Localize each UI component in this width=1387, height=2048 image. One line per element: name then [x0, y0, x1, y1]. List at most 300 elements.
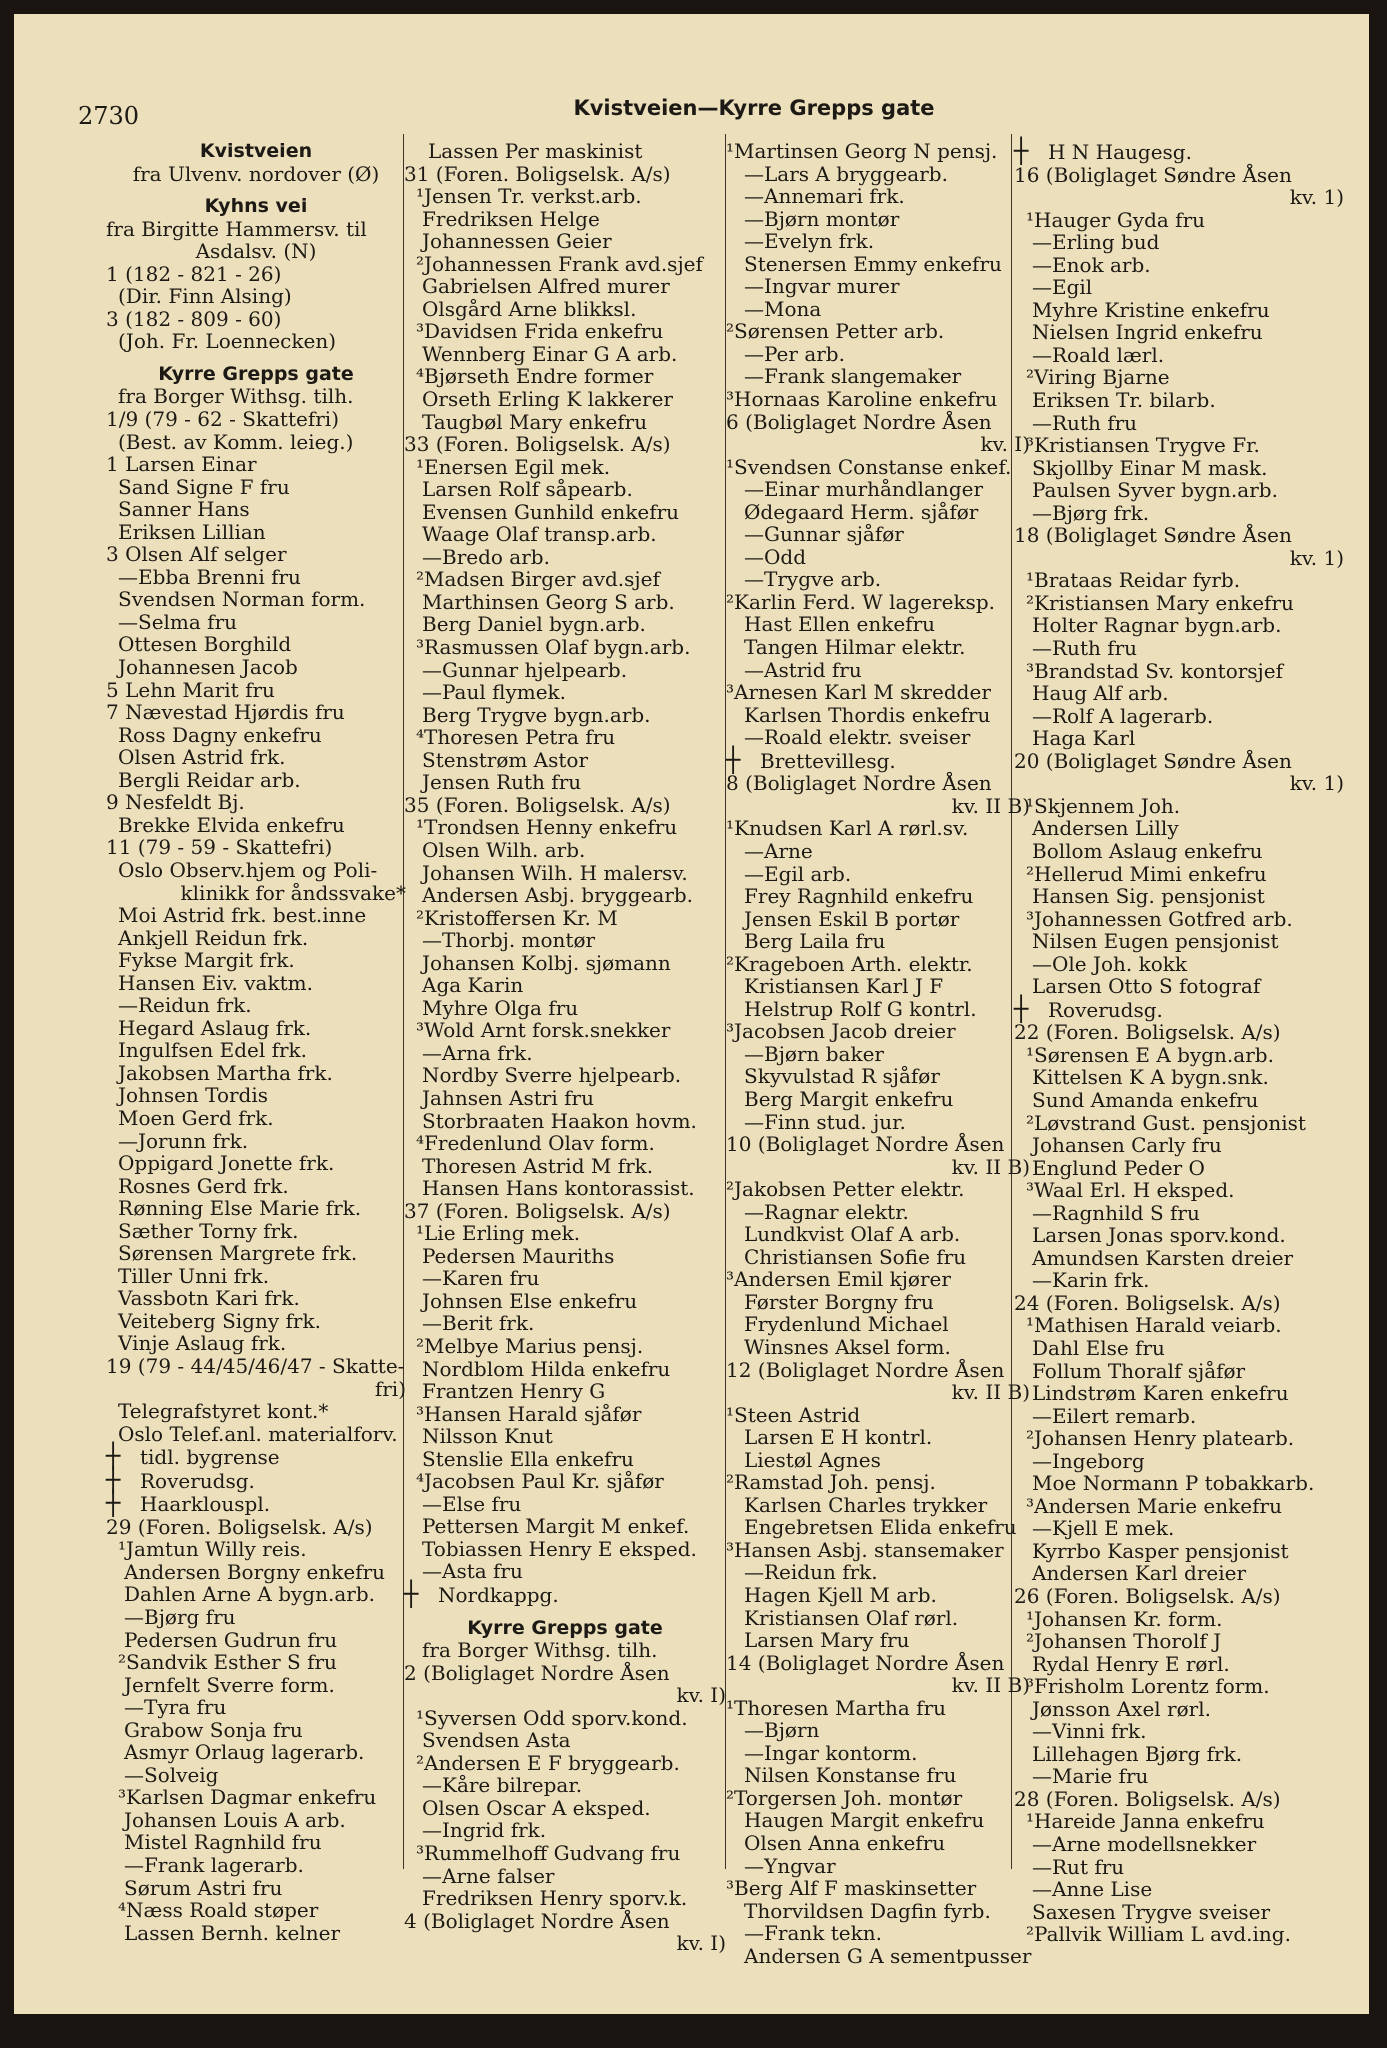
directory-entry: Haug Alf arb. — [1032, 681, 1169, 706]
directory-entry: Jahnsen Astri fru — [422, 1085, 594, 1110]
directory-entry: 11 (79 - 59 - Skattefri) — [106, 835, 333, 860]
directory-entry: Christiansen Sofie fru — [744, 1244, 967, 1269]
directory-entry: ²Pallvik William L avd.ing. — [1026, 1922, 1291, 1947]
directory-entry: —Arne falser — [422, 1863, 555, 1888]
directory-entry: Helstrup Rolf G kontrl. — [744, 996, 977, 1021]
directory-entry: —Anne Lise — [1032, 1877, 1153, 1902]
directory-entry: ³Arnesen Karl M skredder — [726, 680, 991, 705]
directory-entry: —Ingrid frk. — [422, 1818, 547, 1843]
directory-entry: ²Melbye Marius pensj. — [416, 1333, 644, 1358]
directory-entry: —Kåre bilrepar. — [422, 1773, 583, 1798]
street-heading: Kyhns vei — [204, 195, 308, 218]
directory-entry: —Ingvar murer — [744, 274, 900, 299]
directory-entry: 28 (Foren. Boligselsk. A/s) — [1014, 1786, 1281, 1811]
directory-entry: Skjollby Einar M mask. — [1032, 455, 1268, 480]
directory-entry: Oslo Telef.anl. materialforv. — [118, 1421, 398, 1446]
crossing-street-name: Roverudsg. — [1048, 997, 1163, 1022]
directory-entry: Førster Borgny fru — [744, 1289, 934, 1314]
directory-entry: Mistel Ragnhild fru — [124, 1830, 322, 1855]
directory-entry: 3 Olsen Alf selger — [106, 542, 287, 567]
directory-entry: ¹Brataas Reidar fyrb. — [1026, 568, 1241, 593]
directory-entry: Sæther Torny frk. — [118, 1218, 299, 1243]
directory-entry: Paulsen Syver bygn.arb. — [1032, 478, 1278, 503]
directory-entry: Taugbøl Mary enkefru — [422, 409, 648, 434]
directory-entry: kv. II B) — [951, 1154, 1030, 1179]
directory-entry: Sanner Hans — [118, 497, 250, 522]
crossing-mark-icon: ┼ — [1014, 137, 1029, 165]
directory-entry: 20 (Boliglaget Søndre Åsen — [1014, 748, 1292, 773]
crossing-street-name: Brettevillesg. — [760, 748, 896, 773]
directory-entry: ³Kristiansen Trygve Fr. — [1026, 433, 1260, 458]
directory-entry: Ottesen Borghild — [118, 632, 292, 657]
directory-entry: Haga Karl — [1032, 726, 1136, 751]
directory-entry: Larsen Jonas sporv.kond. — [1032, 1223, 1286, 1248]
directory-entry: Fykse Margit frk. — [118, 948, 295, 973]
directory-entry: Hagen Kjell M arb. — [744, 1583, 937, 1607]
directory-entry: Kristiansen Olaf rørl. — [744, 1605, 959, 1630]
page-number: 2730 — [78, 102, 140, 130]
directory-entry: 2 (Boliglaget Nordre Åsen — [404, 1660, 670, 1685]
directory-entry: ²Johansen Thorolf J — [1026, 1629, 1222, 1654]
directory-entry: Jønsson Axel rørl. — [1032, 1696, 1211, 1721]
directory-entry: Tobiassen Henry E eksped. — [422, 1536, 697, 1561]
directory-entry: kv. 1) — [1289, 545, 1344, 570]
directory-entry: Veiteberg Signy frk. — [118, 1308, 321, 1333]
directory-entry: —Asta fru — [422, 1559, 523, 1584]
directory-entry: kv. I) — [676, 1683, 726, 1708]
directory-entry: Berg Margit enkefru — [744, 1086, 954, 1111]
directory-entry: Nilsen Konstanse fru — [744, 1763, 957, 1788]
directory-entry: Lillehagen Bjørg frk. — [1032, 1741, 1243, 1766]
directory-entry: —Selma fru — [118, 609, 238, 634]
directory-entry: ³Rasmussen Olaf bygn.arb. — [416, 635, 691, 660]
directory-entry: ²Sandvik Esther S fru — [118, 1650, 337, 1675]
directory-entry: ³Frisholm Lorentz form. — [1026, 1674, 1270, 1699]
directory-entry: ¹Svendsen Constanse enkef. — [726, 454, 1012, 479]
directory-entry: —Frank slangemaker — [744, 364, 962, 389]
directory-entry: Jakobsen Martha frk. — [118, 1060, 333, 1085]
directory-entry: Kyrrbo Kasper pensjonist — [1032, 1538, 1289, 1563]
directory-entry: ³Berg Alf F maskinsetter — [726, 1876, 977, 1901]
directory-entry: —Bjørn baker — [744, 1041, 884, 1066]
directory-entry: 29 (Foren. Boligselsk. A/s) — [106, 1514, 373, 1539]
street-crossing — [1014, 137, 1344, 165]
directory-entry: ³Brandstad Sv. kontorsjef — [1026, 658, 1283, 683]
directory-entry: —Solveig — [124, 1762, 219, 1787]
directory-entry: ²Viring Bjarne — [1026, 365, 1170, 390]
directory-entry: ³Rummelhoff Gudvang fru — [416, 1841, 681, 1866]
directory-entry: —Bjørn — [744, 1718, 820, 1743]
directory-entry: Aga Karin — [422, 973, 524, 998]
directory-entry: Andersen Karl dreier — [1032, 1561, 1247, 1586]
street-heading: Kyrre Grepps gate — [158, 362, 354, 385]
directory-entry: Brekke Elvida enkefru — [118, 812, 345, 837]
directory-column-2 — [404, 140, 726, 1955]
directory-entry: —Berit frk. — [422, 1311, 535, 1336]
directory-entry: Olsgård Arne blikksl. — [422, 296, 637, 321]
directory-entry: Moi Astrid frk. best.inne — [118, 903, 367, 928]
directory-entry: —Roald lærl. — [1032, 342, 1165, 367]
directory-entry: —Erling bud — [1032, 230, 1160, 255]
directory-entry: ¹Jensen Tr. verkst.arb. — [416, 184, 642, 209]
directory-entry: Orseth Erling K lakkerer — [422, 387, 673, 412]
crossing-mark-icon: ┼ — [726, 745, 741, 774]
directory-entry: Lassen Bernh. kelner — [124, 1920, 341, 1945]
directory-entry: —Rut fru — [1032, 1854, 1125, 1879]
directory-entry: 12 (Boliglaget Nordre Åsen — [726, 1357, 1005, 1382]
directory-entry: Myhre Kristine enkefru — [1032, 297, 1270, 322]
directory-entry: (Joh. Fr. Loennecken) — [118, 329, 337, 354]
directory-entry: ¹Steen Astrid — [726, 1402, 861, 1427]
directory-page — [14, 14, 1369, 2014]
directory-entry: Johansen Carly fru — [1032, 1133, 1222, 1158]
directory-entry: Hansen Eiv. vaktm. — [118, 970, 313, 995]
directory-entry: Hegard Aslaug frk. — [118, 1015, 312, 1040]
directory-entry: Jernfelt Sverre form. — [124, 1672, 335, 1697]
directory-entry: Ankjell Reidun frk. — [118, 925, 309, 950]
directory-entry: 5 Lehn Marit fru — [106, 677, 275, 702]
directory-entry: ³Hansen Harald sjåfør — [416, 1401, 642, 1426]
street-crossing — [106, 1489, 406, 1518]
crossing-mark-icon: ┼ — [106, 1465, 121, 1494]
directory-entry: Hansen Sig. pensjonist — [1032, 884, 1265, 909]
directory-entry: 35 (Foren. Boligselsk. A/s) — [404, 792, 671, 817]
directory-entry: Saxesen Trygve sveiser — [1032, 1899, 1271, 1924]
directory-entry: ¹Mathisen Harald veiarb. — [1026, 1313, 1282, 1338]
directory-entry: ³Hansen Asbj. stansemaker — [726, 1537, 1004, 1562]
directory-entry: —Arna frk. — [422, 1040, 533, 1065]
directory-entry: ²Madsen Birger avd.sjef — [416, 567, 660, 592]
directory-entry: ³Andersen Emil kjører — [726, 1267, 951, 1292]
crossing-street-name: tidl. bygrense — [140, 1445, 280, 1470]
directory-column-3 — [726, 140, 1030, 1967]
directory-entry: Nordblom Hilda enkefru — [422, 1356, 671, 1381]
directory-entry: ³Johannessen Gotfred arb. — [1026, 906, 1293, 931]
directory-entry: Asdalsv. (N) — [195, 239, 317, 264]
directory-entry: Johansen Louis A arb. — [124, 1807, 346, 1832]
directory-entry: Thorvildsen Dagfin fyrb. — [744, 1898, 991, 1923]
directory-entry: 16 (Boliglaget Søndre Åsen — [1014, 162, 1292, 187]
directory-entry: Frydenlund Michael — [744, 1312, 949, 1337]
directory-entry: —Bjørg fru — [124, 1605, 236, 1629]
street-crossing — [726, 745, 1030, 774]
directory-entry: ²Sørensen Petter arb. — [726, 319, 945, 344]
directory-entry: 6 (Boliglaget Nordre Åsen — [726, 409, 992, 434]
directory-entry: Tangen Hilmar elektr. — [744, 635, 966, 660]
directory-entry: Stenslie Ella enkefru — [422, 1446, 634, 1471]
directory-entry: ¹Jamtun Willy reis. — [118, 1537, 307, 1562]
directory-entry: Johansen Kolbj. sjømann — [422, 950, 671, 975]
directory-entry: Kristiansen Karl J F — [744, 974, 944, 999]
directory-entry: kv. 1) — [1289, 771, 1344, 796]
directory-entry: ¹Hareide Janna enkefru — [1026, 1809, 1265, 1834]
crossing-street-name: Haarklouspl. — [140, 1492, 271, 1517]
directory-entry: —Gunnar sjåfør — [744, 522, 904, 547]
directory-entry: Rønning Else Marie frk. — [118, 1196, 362, 1221]
directory-entry: ¹Thoresen Martha fru — [726, 1695, 947, 1720]
directory-entry: Stenersen Emmy enkefru — [744, 251, 1002, 276]
crossing-mark-icon: ┼ — [1014, 994, 1029, 1023]
directory-entry: Johannesen Jacob — [118, 655, 298, 680]
directory-entry: ⁴Jacobsen Paul Kr. sjåfør — [416, 1469, 664, 1494]
directory-entry: —Rolf A lagerarb. — [1032, 703, 1214, 728]
directory-entry: —Ebba Brenni fru — [118, 564, 301, 589]
directory-entry: Larsen E H kontrl. — [744, 1425, 933, 1450]
directory-entry: Nilsen Eugen pensjonist — [1032, 929, 1279, 954]
directory-entry: ¹Hauger Gyda fru — [1026, 207, 1206, 232]
directory-entry: ¹Sørensen E A bygn.arb. — [1026, 1042, 1274, 1067]
crossing-mark-icon: ┼ — [404, 1580, 419, 1608]
directory-entry: Berg Laila fru — [744, 929, 886, 954]
directory-entry: Johnsen Tordis — [118, 1083, 269, 1108]
directory-entry: Eriksen Tr. bilarb. — [1032, 388, 1216, 413]
directory-entry: Bollom Aslaug enkefru — [1032, 838, 1263, 863]
directory-entry: 8 (Boliglaget Nordre Åsen — [726, 771, 992, 796]
directory-entry: Fredriksen Helge — [422, 206, 600, 231]
directory-entry: —Ole Joh. kokk — [1032, 951, 1188, 976]
directory-entry: —Annemari frk. — [744, 184, 905, 209]
directory-entry: ²Torgersen Joh. montør — [726, 1785, 963, 1810]
directory-entry: —Paul flymek. — [422, 680, 567, 705]
directory-entry: —Gunnar hjelpearb. — [422, 657, 628, 682]
directory-entry: —Ingeborg — [1032, 1448, 1145, 1473]
directory-entry: kv. II B) — [951, 793, 1030, 818]
directory-entry: Olsen Wilh. arb. — [422, 837, 586, 862]
directory-entry: Hansen Hans kontorassist. — [422, 1176, 695, 1201]
directory-entry: 9 Nesfeldt Bj. — [106, 790, 245, 815]
directory-entry: —Bjørg frk. — [1032, 500, 1150, 525]
directory-entry: Sand Signe F fru — [118, 474, 290, 499]
directory-entry: Pedersen Mauriths — [422, 1243, 615, 1268]
directory-entry: Winsnes Aksel form. — [744, 1334, 951, 1359]
directory-entry: ⁴Bjørseth Endre former — [416, 364, 654, 389]
directory-entry: Frantzen Henry G — [422, 1379, 606, 1404]
directory-entry: ¹Trondsen Henny enkefru — [416, 815, 678, 840]
directory-entry: Vinje Aslaug frk. — [118, 1331, 287, 1356]
directory-entry: fra Ulvenv. nordover (Ø) — [132, 161, 380, 186]
directory-entry: Grabow Sonja fru — [124, 1717, 303, 1742]
directory-entry: —Mona — [744, 296, 822, 321]
directory-entry: Sund Amanda enkefru — [1032, 1087, 1259, 1112]
directory-entry: ²Johannessen Frank avd.sjef — [416, 251, 703, 276]
directory-entry: Asmyr Orlaug lagerarb. — [124, 1740, 365, 1765]
directory-entry: —Ingar kontorm. — [744, 1740, 918, 1765]
directory-entry: ²Kristiansen Mary enkefru — [1026, 590, 1294, 615]
directory-entry: —Enok arb. — [1032, 252, 1151, 277]
directory-entry: —Lars A bryggearb. — [744, 161, 948, 186]
directory-entry: —Else fru — [422, 1491, 522, 1516]
directory-entry: Englund Peder O — [1032, 1155, 1205, 1180]
directory-entry: Bergli Reidar arb. — [118, 767, 301, 792]
directory-entry: ²Krageboen Arth. elektr. — [726, 951, 973, 976]
directory-entry: —Ruth fru — [1032, 636, 1138, 661]
directory-entry: 1 Larsen Einar — [106, 452, 257, 477]
directory-entry: Hast Ellen enkefru — [744, 612, 936, 637]
directory-entry: —Karin frk. — [1032, 1268, 1150, 1293]
directory-entry: ¹Skjennem Joh. — [1026, 793, 1181, 818]
directory-entry: ¹Knudsen Karl A rørl.sv. — [726, 816, 969, 841]
directory-entry: —Ragnhild S fru — [1032, 1200, 1200, 1225]
directory-entry: Thoresen Astrid M frk. — [422, 1153, 654, 1178]
directory-entry: ²Hellerud Mimi enkefru — [1026, 861, 1267, 886]
directory-entry: Evensen Gunhild enkefru — [422, 499, 680, 524]
directory-entry: Telegrafstyret kont.* — [118, 1399, 329, 1424]
directory-entry: ¹Lie Erling mek. — [416, 1221, 581, 1246]
directory-column-1 — [106, 140, 406, 1944]
street-crossing — [106, 1465, 406, 1494]
directory-entry: Storbraaten Haakon hovm. — [422, 1108, 697, 1133]
directory-entry: Gabrielsen Alfred murer — [422, 274, 670, 299]
directory-entry: Larsen Otto S fotograf — [1032, 974, 1261, 999]
directory-entry: Karlsen Charles trykker — [744, 1492, 988, 1517]
directory-entry: 26 (Foren. Boligselsk. A/s) — [1014, 1584, 1281, 1608]
directory-entry: Sørensen Margrete frk. — [118, 1241, 358, 1266]
directory-entry: ²Ramstad Joh. pensj. — [726, 1470, 936, 1495]
street-crossing — [1014, 994, 1344, 1023]
directory-entry: ³Hornaas Karoline enkefru — [726, 387, 998, 412]
directory-entry: Berg Daniel bygn.arb. — [422, 612, 646, 637]
directory-entry: —Arne — [744, 838, 813, 863]
directory-entry: ²Kristoffersen Kr. M — [416, 905, 618, 930]
directory-entry: —Per arb. — [744, 341, 845, 366]
directory-entry: —Thorbj. montør — [422, 928, 596, 953]
directory-entry: fra Borger Withsg. tilh. — [118, 384, 354, 409]
directory-entry: kv. II B) — [951, 1380, 1030, 1405]
directory-entry: Wennberg Einar G A arb. — [422, 341, 678, 366]
directory-entry: Waage Olaf transp.arb. — [422, 522, 657, 547]
directory-entry: kv. I) — [676, 1931, 726, 1956]
directory-entry: ¹Syversen Odd sporv.kond. — [416, 1705, 688, 1730]
directory-entry: ⁴Næss Roald støper — [118, 1898, 319, 1923]
directory-entry: —Ragnar elektr. — [744, 1199, 909, 1224]
directory-entry: Vassbotn Kari frk. — [118, 1286, 300, 1311]
directory-entry: Andersen G A sementpusser — [744, 1943, 1032, 1968]
directory-entry: Eriksen Lillian — [118, 519, 266, 544]
directory-entry: —Trygve arb. — [744, 567, 882, 592]
directory-entry: Holter Ragnar bygn.arb. — [1032, 613, 1282, 638]
directory-entry: —Frank lagerarb. — [124, 1853, 304, 1878]
directory-entry: ⁴Fredenlund Olav form. — [416, 1131, 655, 1156]
directory-entry: Nordby Sverre hjelpearb. — [422, 1063, 682, 1088]
crossing-street-name: Roverudsg. — [140, 1468, 255, 1493]
directory-entry: ³Davidsen Frida enkefru — [416, 319, 664, 344]
directory-entry: Johansen Wilh. H malersv. — [422, 860, 688, 885]
directory-entry: —Roald elektr. sveiser — [744, 725, 971, 750]
directory-entry: Oslo Observ.hjem og Poli- — [118, 857, 378, 882]
directory-entry: klinikk for åndssvake* — [180, 880, 406, 905]
directory-entry: Liestøl Agnes — [744, 1447, 881, 1472]
crossing-street-name: Nordkappg. — [438, 1583, 559, 1607]
directory-entry: —Tyra fru — [124, 1695, 227, 1720]
directory-entry: kv. I) — [980, 432, 1030, 457]
directory-entry: Rydal Henry E rørl. — [1032, 1651, 1230, 1676]
directory-entry: 3 (182 - 809 - 60) — [106, 306, 282, 331]
directory-entry: Larsen Rolf såpearb. — [422, 477, 633, 502]
directory-entry: —Frank tekn. — [744, 1921, 882, 1946]
directory-entry: Nilsson Knut — [422, 1424, 553, 1449]
directory-entry: —Arne modellsnekker — [1032, 1832, 1257, 1857]
directory-entry: Haugen Margit enkefru — [744, 1808, 985, 1833]
directory-entry: ²Karlin Ferd. W lagereksp. — [726, 589, 995, 614]
directory-entry: Johnsen Else enkefru — [422, 1288, 638, 1313]
directory-entry: —Reidun frk. — [118, 993, 252, 1018]
directory-entry: Engebretsen Elida enkefru — [744, 1515, 1017, 1540]
directory-entry: —Kjell E mek. — [1032, 1516, 1175, 1541]
directory-entry: ³Karlsen Dagmar enkefru — [118, 1785, 377, 1810]
directory-entry: Svendsen Asta — [422, 1728, 571, 1753]
directory-entry: Karlsen Thordis enkefru — [744, 702, 991, 727]
directory-entry: 14 (Boliglaget Nordre Åsen — [726, 1650, 1005, 1675]
directory-entry: Lundkvist Olaf A arb. — [744, 1222, 961, 1247]
directory-entry: ³Waal Erl. H eksped. — [1026, 1178, 1235, 1203]
directory-entry: Jensen Eskil B portør — [744, 906, 960, 931]
directory-entry: Larsen Mary fru — [744, 1628, 910, 1653]
directory-entry: —Bredo arb. — [422, 544, 550, 569]
directory-column-4 — [1014, 137, 1344, 1947]
directory-entry: Pedersen Gudrun fru — [124, 1627, 338, 1652]
street-crossing — [404, 1580, 726, 1608]
directory-entry: ²Andersen E F bryggearb. — [416, 1750, 680, 1775]
directory-entry: Dahl Else fru — [1032, 1335, 1165, 1360]
directory-entry: Johannessen Geier — [422, 229, 612, 254]
directory-entry: 33 (Foren. Boligselsk. A/s) — [404, 432, 671, 457]
directory-entry: Moe Normann P tobakkarb. — [1032, 1471, 1315, 1496]
directory-entry: Svendsen Norman form. — [118, 587, 366, 612]
directory-entry: ³Wold Arnt forsk.snekker — [416, 1018, 671, 1043]
directory-entry: —Astrid fru — [744, 657, 862, 682]
street-heading: Kvistveien — [199, 140, 313, 162]
directory-entry: ²Jakobsen Petter elektr. — [726, 1177, 965, 1202]
directory-entry: fra Borger Withsg. tilh. — [422, 1638, 658, 1663]
directory-entry: Myhre Olga fru — [422, 995, 579, 1020]
directory-entry: Nielsen Ingrid enkefru — [1032, 320, 1263, 345]
directory-entry: —Yngvar — [744, 1853, 836, 1878]
running-head: Kvistveien—Kyrre Grepps gate — [573, 96, 935, 120]
directory-entry: Andersen Borgny enkefru — [124, 1559, 386, 1584]
directory-entry: 37 (Foren. Boligselsk. A/s) — [404, 1198, 671, 1223]
directory-entry: Follum Thoralf sjåfør — [1032, 1358, 1246, 1383]
directory-entry: Ross Dagny enkefru — [118, 722, 322, 747]
directory-entry: Moen Gerd frk. — [118, 1105, 274, 1130]
directory-entry: Ingulfsen Edel frk. — [118, 1038, 308, 1063]
directory-entry: 1 (182 - 821 - 26) — [106, 261, 282, 286]
directory-entry: 24 (Foren. Boligselsk. A/s) — [1014, 1290, 1281, 1315]
directory-entry: Skyvulstad R sjåfør — [744, 1064, 940, 1089]
directory-entry: kv. II B) — [951, 1673, 1030, 1698]
directory-entry: Sørum Astri fru — [124, 1875, 283, 1900]
directory-entry: Olsen Astrid frk. — [118, 745, 286, 770]
directory-entry: —Einar murhåndlanger — [744, 477, 984, 502]
directory-entry: —Egil arb. — [744, 861, 852, 886]
directory-entry: Dahlen Arne A bygn.arb. — [124, 1582, 375, 1607]
directory-entry: ²Løvstrand Gust. pensjonist — [1026, 1110, 1306, 1135]
directory-entry: Fredriksen Henry sporv.k. — [422, 1886, 688, 1911]
crossing-mark-icon: ┼ — [106, 1442, 121, 1471]
street-heading: Kyrre Grepps gate — [467, 1616, 663, 1639]
crossing-street-name: H N Haugesg. — [1048, 140, 1192, 164]
directory-entry: 1/9 (79 - 62 - Skattefri) — [106, 407, 340, 432]
directory-entry: fri) — [374, 1376, 406, 1401]
directory-entry: Marthinsen Georg S arb. — [422, 589, 675, 614]
directory-entry: 31 (Foren. Boligselsk. A/s) — [404, 161, 671, 186]
street-crossing — [106, 1442, 406, 1471]
directory-entry: 18 (Boliglaget Søndre Åsen — [1014, 523, 1292, 548]
directory-entry: Olsen Oscar A eksped. — [422, 1795, 651, 1820]
directory-entry: Lindstrøm Karen enkefru — [1032, 1381, 1289, 1406]
directory-entry: —Evelyn frk. — [744, 229, 875, 254]
directory-entry: Ødegaard Herm. sjåfør — [744, 499, 979, 524]
directory-entry: fra Birgitte Hammersv. til — [106, 216, 367, 241]
